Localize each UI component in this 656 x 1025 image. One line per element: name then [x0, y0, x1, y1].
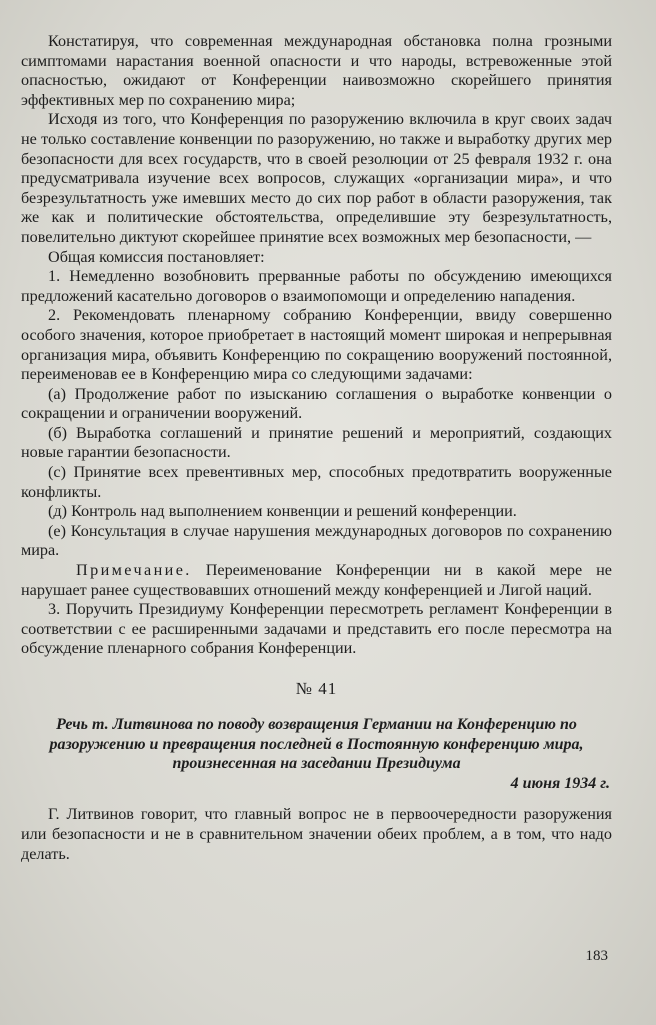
paragraph-subitem-a: (а) Продолжение работ по изысканию соглашения о выработке конвенции о сокращении и ограничении вооружений. [21, 384, 612, 423]
document-date: 4 июня 1934 г. [510, 774, 610, 792]
paragraph-item-2: 2. Рекомендовать пленарному собранию Конференции, ввиду совершенно особого значения, которое приобретает в настоящий момент широкая и непрерывная организация мира, объявить Конференцию по сокращению вооружений постоянной, переименовав ее в Конференцию мира со следующими задачами: [21, 306, 612, 384]
paragraph-resolves: Общая комиссия постановляет: [48, 247, 265, 266]
paragraph-subitem-c: (с) Принятие всех превентивных мер, способных предотвратить вооруженные конфликты. [21, 463, 612, 501]
paragraph-considering: Констатируя, что современная международная обстановка полна грозными симптомами нарастания военной опасности и что народы, встревоженные этой опасностью, ожидают от Конференции наивозможно скорейшего принятия эффективных мер по сохранению мира; [21, 32, 612, 109]
paragraph-subitem-e: (е) Консультация в случае нарушения международных договоров по сохранению мира. [21, 521, 612, 560]
page-number: 183 [585, 948, 608, 964]
document-number: № 41 [295, 679, 338, 698]
paragraph-item-1: 1. Немедленно возобновить прерванные работы по обсуждению имеющихся предложений касательно договоров о взаимопомощи и определению нападения. [21, 267, 612, 305]
paragraph-body-last: Г. Литвинов говорит, что главный вопрос не в первоочередности разоружения или безопасности и не в сравнительном значении обеих проблем, а в том, что надо делать. [21, 805, 612, 863]
note-label: Примечание. [76, 561, 192, 580]
paragraph-subitem-d: (д) Контроль над выполнением конвенции и решений конференции. [48, 502, 517, 521]
note-text: Переименование Конференции ни в какой мере не нарушает ранее существовавших отношений между конференцией и Лигой наций. [21, 561, 612, 599]
paragraph-proceeding: Исходя из того, что Конференция по разоружению включила в круг своих задач не только составление конвенции по разоружению, но также и выработку других мер безопасности для всех государств, что в своей резолюции от 25 февраля 1932 г. она предусматривала изучение всех вопросов, служащих «организации мира», и что безрезультатность уже имевших место до сих пор работ в области разоружения, так же как и политические обстоятельства, определившие эту безрезультатность, повелительно диктуют скорейшее принятие всех возможных мер безопасности, — [21, 110, 612, 246]
spacer [21, 793, 612, 805]
document-heading: Речь т. Литвинова по поводу возвращения Германии на Конференцию по разоружению и превращения последней в Постоянную конференцию мира, произнесенная на заседании Президиума [49, 716, 584, 773]
paragraph-note [21, 561, 612, 600]
paragraph-item-3: 3. Поручить Президиуму Конференции пересмотреть регламент Конференции в соответствии с ее расширенными задачами и представить его после пересмотра на обсуждение пленарного собрания Конференции. [21, 600, 612, 658]
paragraph-subitem-b: (б) Выработка соглашений и принятие решений и мероприятий, создающих новые гарантии безопасности. [21, 423, 612, 462]
